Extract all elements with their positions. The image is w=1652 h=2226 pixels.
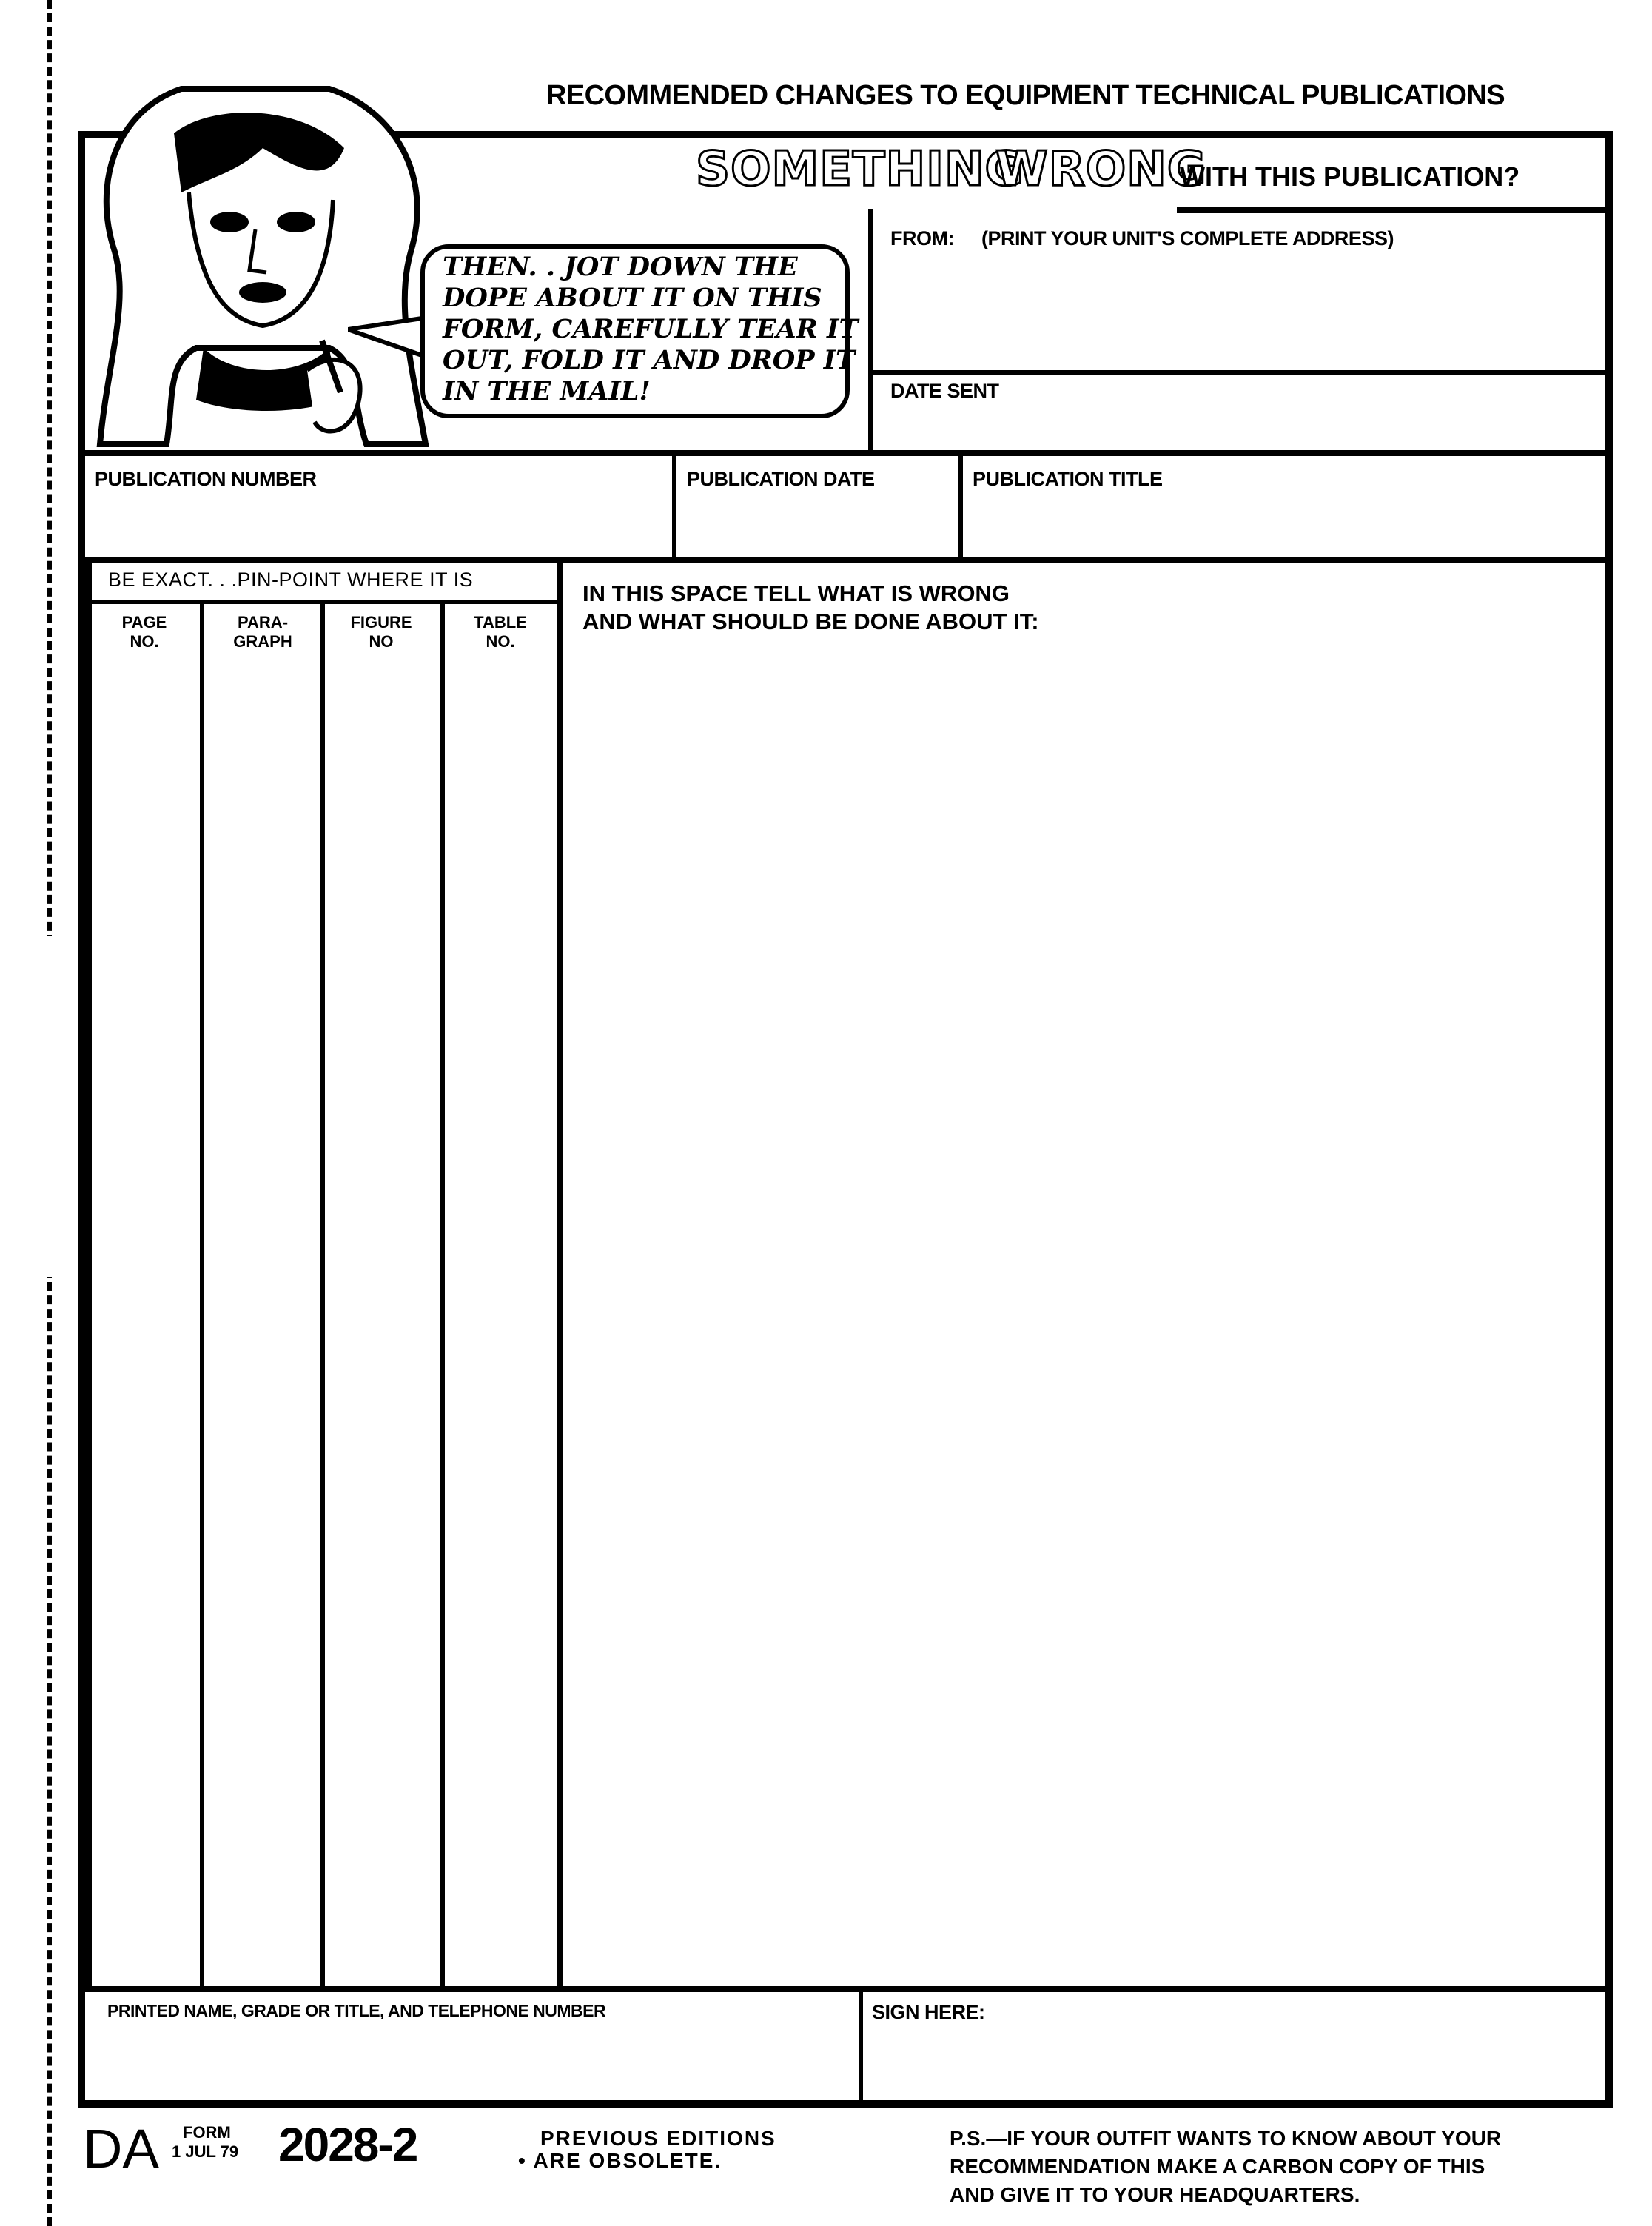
from-left-border <box>868 209 873 453</box>
column-header-paragraph <box>207 613 318 651</box>
signature-divider <box>859 1989 863 2100</box>
table-column[interactable] <box>447 659 554 1984</box>
bubble-line: IN THE MAIL! <box>443 376 651 406</box>
from-address-field[interactable] <box>877 255 1599 365</box>
banner-something: SOMETHING <box>696 142 1025 197</box>
publication-date-label: PUBLICATION DATE <box>687 468 875 490</box>
printed-name-field[interactable] <box>93 2028 851 2099</box>
pinpoint-header: BE EXACT. . .PIN-POINT WHERE IT IS <box>108 569 474 591</box>
instructions-line-1: IN THIS SPACE TELL WHAT IS WRONG <box>582 580 1010 606</box>
paragraph-column[interactable] <box>206 659 318 1984</box>
footer-form-label: FORM <box>183 2123 231 2142</box>
banner-suffix: WITH THIS PUBLICATION? <box>1180 161 1520 192</box>
previous-editions-line-1: PREVIOUS EDITIONS <box>540 2127 776 2150</box>
banner-underline <box>1177 207 1608 213</box>
publication-row-bottom <box>81 557 1609 563</box>
bubble-line: THEN. . JOT DOWN THE <box>443 252 798 282</box>
sign-here-label: SIGN HERE: <box>872 2001 985 2023</box>
publication-number-label: PUBLICATION NUMBER <box>95 468 317 490</box>
instructions-line-2: AND WHAT SHOULD BE DONE ABOUT IT: <box>582 609 1039 634</box>
bubble-line: DOPE ABOUT IT ON THIS <box>443 283 822 313</box>
pub-divider-1 <box>672 453 676 560</box>
description-field[interactable] <box>574 644 1602 1984</box>
speech-bubble-text <box>443 252 859 407</box>
ps-line: P.S.—IF YOUR OUTFIT WANTS TO KNOW ABOUT YOUR <box>950 2127 1502 2150</box>
date-sent-label: DATE SENT <box>890 380 999 402</box>
banner-wrong: WRONG <box>995 142 1207 197</box>
publication-title-field[interactable] <box>970 496 1602 552</box>
ps-line: AND GIVE IT TO YOUR HEADQUARTERS. <box>950 2183 1360 2206</box>
column-header-line: FIGURE <box>350 613 412 631</box>
column-header-figure <box>326 613 437 651</box>
from-hint: (PRINT YOUR UNIT'S COMPLETE ADDRESS) <box>981 227 1394 249</box>
bubble-line: OUT, FOLD IT AND DROP IT <box>443 345 856 375</box>
woman-illustration-icon <box>85 81 433 452</box>
publication-title-label: PUBLICATION TITLE <box>973 468 1163 490</box>
signature-field[interactable] <box>870 2028 1602 2099</box>
pinpoint-right-border <box>557 560 563 1990</box>
column-header-line: PARA- <box>237 613 289 631</box>
speech-bubble-tail-icon <box>348 311 429 370</box>
publication-row-top <box>81 450 1609 456</box>
column-header-line: NO <box>369 632 394 651</box>
signature-row-top <box>81 1986 1609 1992</box>
column-divider-2 <box>320 603 325 1990</box>
column-header-line: TABLE <box>474 613 527 631</box>
column-header-line: NO. <box>130 632 159 651</box>
from-bottom-border <box>868 370 1608 375</box>
publication-date-field[interactable] <box>681 496 955 552</box>
publication-number-field[interactable] <box>89 496 666 552</box>
footer-da: DA <box>83 2118 159 2179</box>
figure-column[interactable] <box>327 659 437 1984</box>
column-header-line: NO. <box>486 632 515 651</box>
column-header-table <box>446 613 555 651</box>
page-number-column[interactable] <box>93 659 197 1984</box>
ps-line: RECOMMENDATION MAKE A CARBON COPY OF THIS <box>950 2155 1485 2178</box>
from-label: FROM: <box>890 227 954 249</box>
column-divider-1 <box>200 603 204 1990</box>
column-header-line: PAGE <box>121 613 167 631</box>
bubble-line: FORM, CAREFULLY TEAR IT <box>443 314 859 344</box>
pinpoint-left-border <box>85 560 92 1990</box>
pub-divider-2 <box>958 453 963 560</box>
column-header-page <box>93 613 196 651</box>
printed-name-label: PRINTED NAME, GRADE OR TITLE, AND TELEPHONE NUMBER <box>107 2001 606 2020</box>
previous-editions-line-2: • ARE OBSOLETE. <box>518 2149 722 2172</box>
footer-form-number: 2028-2 <box>278 2118 417 2171</box>
footer-form-date: 1 JUL 79 <box>172 2142 239 2161</box>
column-divider-3 <box>440 603 445 1990</box>
column-header-line: GRAPH <box>233 632 292 651</box>
date-sent-field[interactable] <box>877 407 1599 448</box>
ps-note <box>950 2125 1501 2209</box>
perforation-gap <box>36 936 68 1277</box>
form-title: RECOMMENDED CHANGES TO EQUIPMENT TECHNICAL PUBLICATIONS <box>546 80 1505 111</box>
